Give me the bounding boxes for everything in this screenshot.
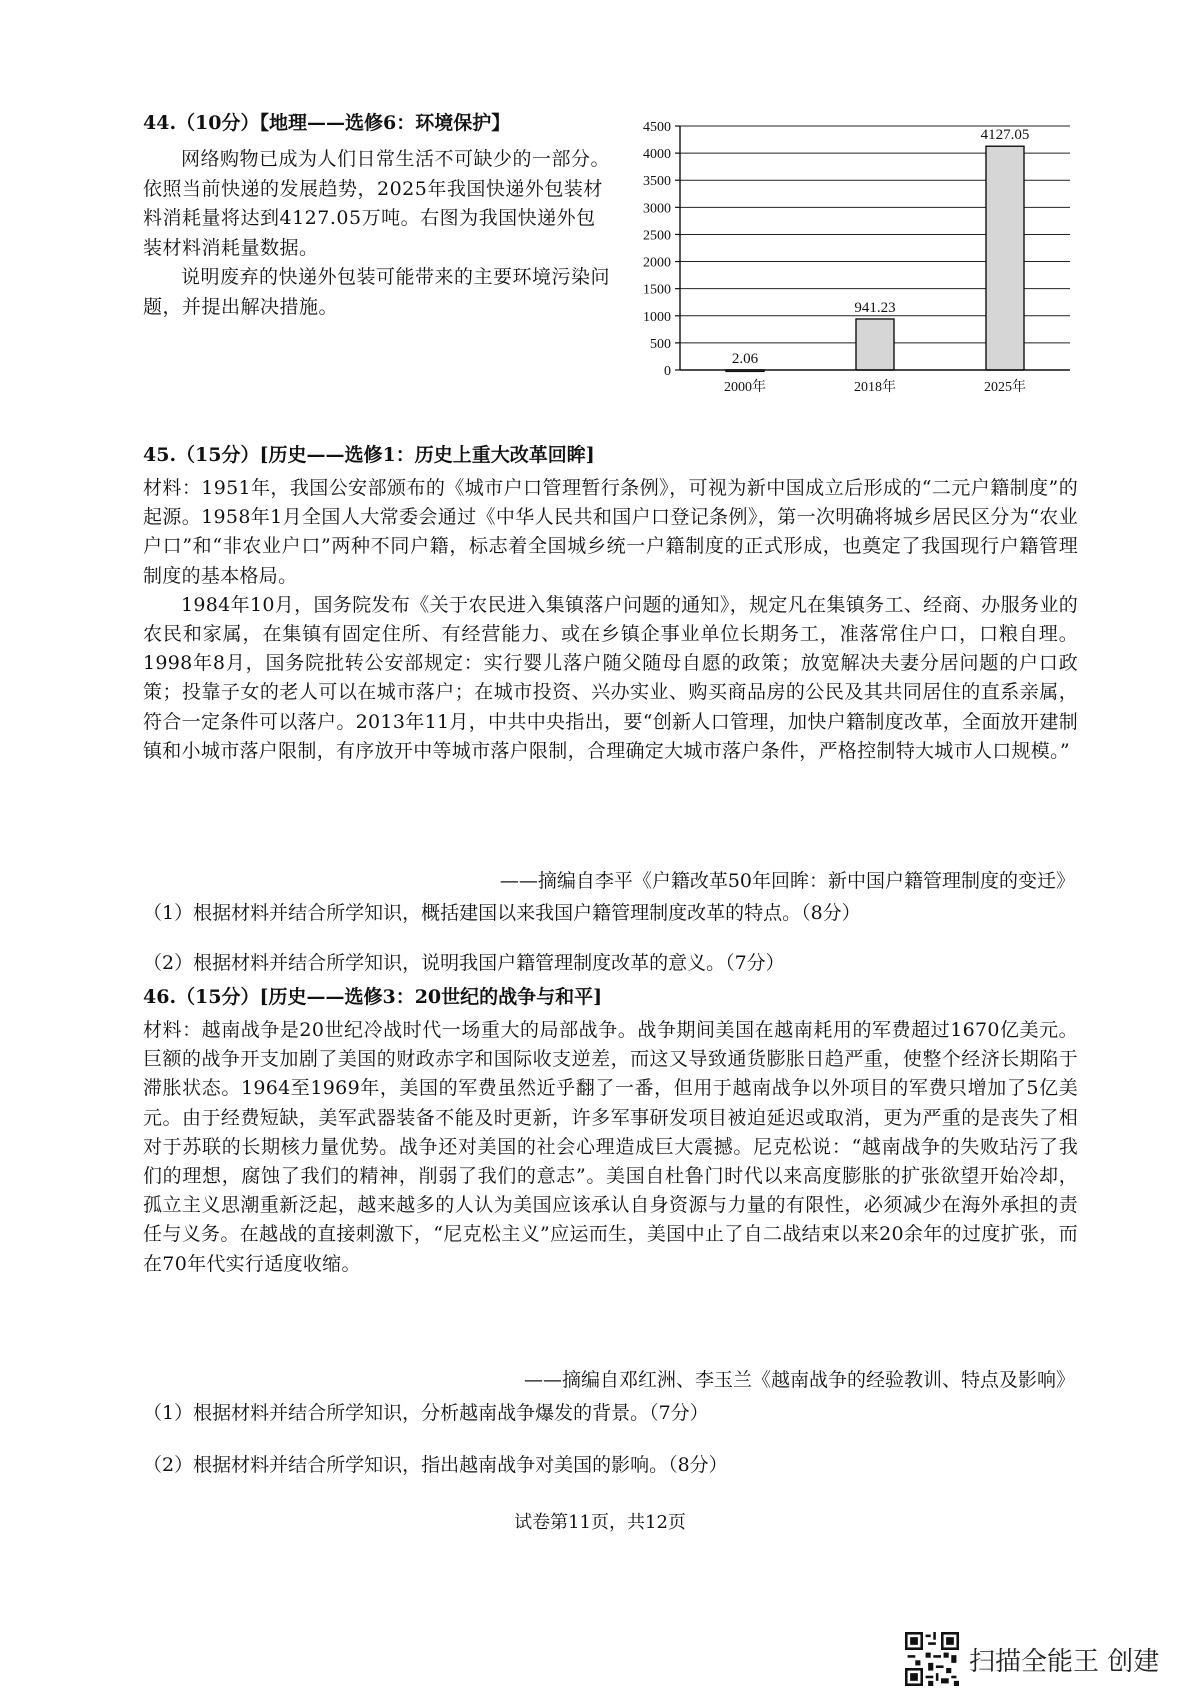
q45-paragraph-1: 材料：1951年，我国公安部颁布的《城市户口管理暂行条例》，可视为新中国成立后形成的“二元户籍制度”的起源。1958年1月全国人大常委会通过《中华人民共和国户口登记条例》，第一次明确将城乡居民区分为“农业户口”和“非农业户口”两种不同户籍，标志着全国城乡统一户籍制度的正式形成，也奠定了我国现行户籍管理制度的基本格局。: [143, 477, 1078, 587]
q46-body: [143, 1016, 1078, 1279]
chart-y-tick-label: 3000: [643, 201, 671, 217]
chart-bar: [856, 319, 894, 370]
q46-paragraph-1: 材料：越南战争是20世纪冷战时代一场重大的局部战争。战争期间美国在越南耗用的军费超过1670亿美元。巨额的战争开支加剧了美国的财政赤字和国际收支逆差，而这又导致通货膨胀日趋严重，使整个经济长期陷于滞胀状态。1964至1969年，美国的军费虽然近乎翻了一番，但用于越南战争以外项目的军费只增加了5亿美元。由于经费短缺，美军武器装备不能及时更新，许多军事研发项目被迫延迟或取消，更为严重的是丧失了相对于苏联的长期核力量优势。战争还对美国的社会心理造成巨大震撼。尼克松说：“越南战争的失败玷污了我们的理想，腐蚀了我们的精神，削弱了我们的意志”。美国自杜鲁门时代以来高度膨胀的扩张欲望开始冷却，孤立主义思潮重新泛起，越来越多的人认为美国应该承认自身资源与力量的有限性，必须减少在海外承担的责任与义务。在越战的直接刺激下，“尼克松主义”应运而生，美国中止了自二战结束以来20余年的过度扩张，而在70年代实行适度收缩。: [143, 1019, 1078, 1275]
q45-paragraph-2: 1984年10月，国务院发布《关于农民进入集镇落户问题的通知》，规定凡在集镇务工、经商、办服务业的农民和家属，在集镇有固定住所、有经营能力、或在乡镇企事业单位长期务工，准落常住户口，口粮自理。1998年8月，国务院批转公安部规定：实行婴儿落户随父随母自愿的政策；放宽解决夫妻分居问题的户口政策；投靠子女的老人可以在城市落户；在城市投资、兴办实业、购买商品房的公民及其共同居住的直系亲属，符合一定条件可以落户。2013年11月，中共中央指出，要“创新人口管理，加快户籍制度改革，全面放开建制镇和小城市落户限制，有序放开中等城市落户限制，合理确定大城市落户条件，严格控制特大城市人口规模。”: [143, 593, 1078, 762]
chart-x-tick-label: 2018年: [854, 380, 896, 395]
bar-chart: [618, 118, 1078, 408]
chart-x-ticks: [724, 378, 1026, 395]
chart-y-tick-label: 2500: [643, 228, 671, 244]
chart-value-label: 941.23: [854, 299, 896, 316]
q46-title: 46.（15分）[历史——选修3：20世纪的战争与和平]: [143, 986, 603, 1008]
page-number: 试卷第11页，共12页: [514, 1512, 686, 1533]
chart-value-label: 4127.05: [980, 127, 1030, 144]
chart-y-tick-label: 2000: [643, 255, 671, 271]
q45-body: [143, 474, 1078, 766]
chart-y-tick-label: 0: [664, 364, 671, 379]
q45-subquestion-2: （2）根据材料并结合所学知识，说明我国户籍管理制度改革的意义。（7分）: [143, 952, 785, 974]
q45-title: 45.（15分）[历史——选修1：历史上重大改革回眸]: [143, 444, 595, 466]
watermark-text: 扫描全能王 创建: [969, 1646, 1160, 1677]
scanner-watermark: [905, 1632, 1159, 1686]
chart-y-tick-label: 3500: [643, 174, 671, 190]
q46-source: ——摘编自邓红洲、李玉兰《越南战争的经验教训、特点及影响》: [523, 1369, 1075, 1391]
q46-subquestion-1: （1）根据材料并结合所学知识，分析越南战争爆发的背景。（7分）: [143, 1402, 709, 1424]
qr-code-icon: [905, 1632, 959, 1686]
q44-body: [143, 145, 613, 322]
chart-value-label: 2.06: [731, 350, 759, 367]
chart-y-tick-label: 1000: [643, 309, 671, 325]
chart-x-tick-label: 2000年: [724, 380, 766, 395]
chart-y-tick-label: 4500: [643, 120, 671, 135]
q44-paragraph-2: 说明废弃的快递外包装可能带来的主要环境污染问题，并提出解决措施。: [143, 266, 611, 318]
chart-x-tick-label: 2025年: [984, 380, 1026, 395]
chart-y-tick-label: 4000: [643, 147, 671, 163]
chart-y-tick-label: 500: [650, 336, 671, 352]
q44-paragraph-1: 网络购物已成为人们日常生活不可缺少的一部分。依照当前快递的发展趋势，2025年我国快递外包装材料消耗量将达到4127.05万吨。右图为我国快递外包装材料消耗量数据。: [143, 148, 611, 259]
chart-bar: [986, 146, 1024, 370]
q45-source: ——摘编自李平《户籍改革50年回眸：新中国户籍管理制度的变迁》: [499, 870, 1075, 892]
q45-subquestion-1: （1）根据材料并结合所学知识，概括建国以来我国户籍管理制度改革的特点。（8分）: [143, 902, 861, 924]
q46-subquestion-2: （2）根据材料并结合所学知识，指出越南战争对美国的影响。（8分）: [143, 1454, 728, 1476]
chart-y-ticks: [643, 120, 680, 379]
q44-title: 44.（10分）【地理——选修6：环境保护】: [143, 112, 511, 134]
chart-y-tick-label: 1500: [643, 282, 671, 298]
